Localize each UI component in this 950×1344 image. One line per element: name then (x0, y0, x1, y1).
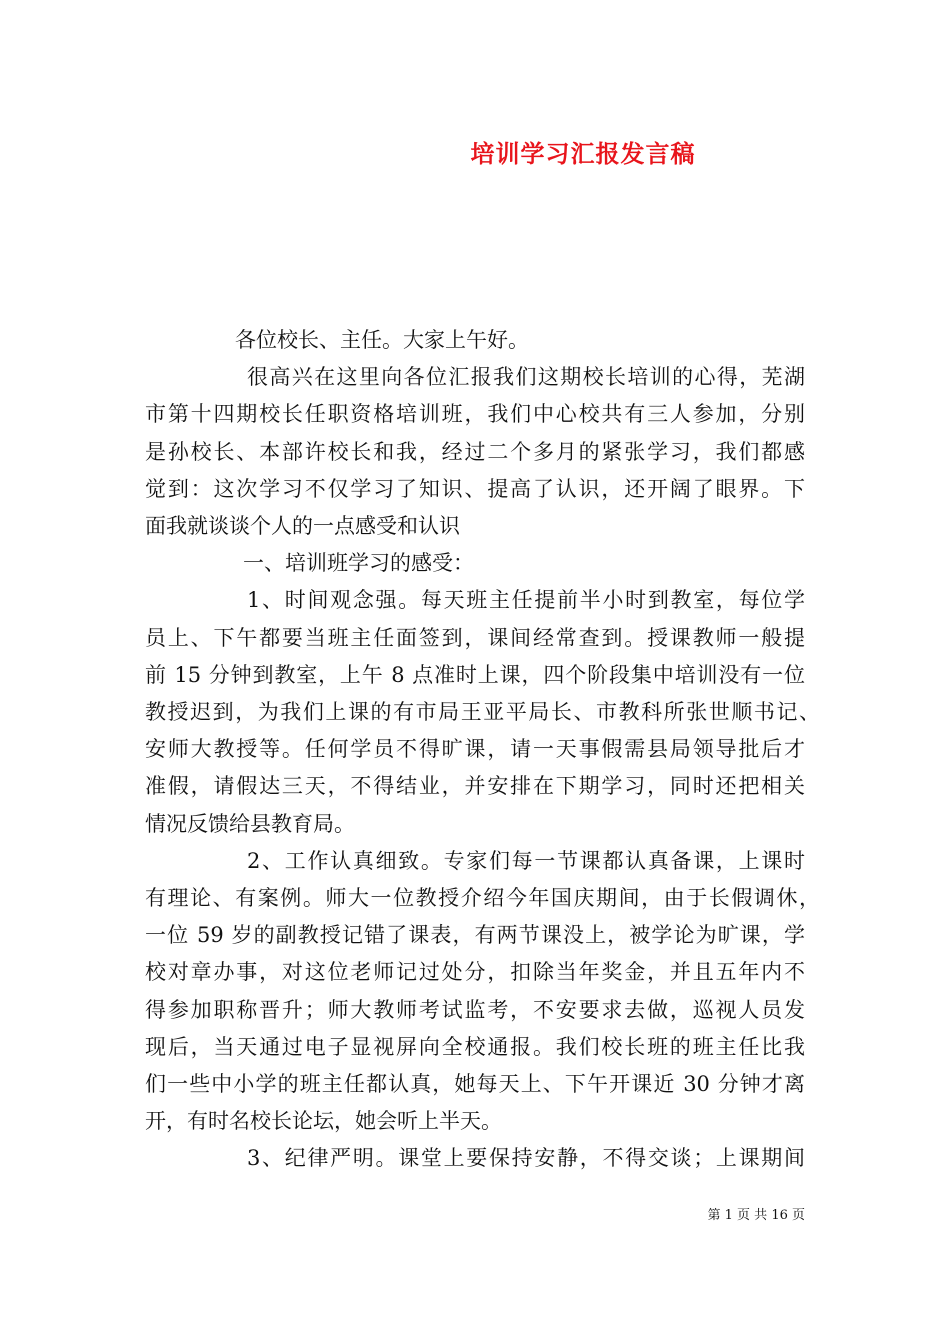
text-line: 各位校长、主任。大家上午好。 (235, 328, 529, 352)
text-line: 们一些中小学的班主任都认真，她每天上、下午开课近 30 分钟才离 (145, 1072, 805, 1096)
text-line: 1、时间观念强。每天班主任提前半小时到教室，每位学 (247, 588, 805, 613)
page-number-footer: 第 1 页 共 16 页 (707, 1208, 805, 1223)
text-line: 得参加职称晋升；师大教师考试监考，不安要求去做，巡视人员发 (145, 997, 805, 1022)
text-line: 准假，请假达三天，不得结业，并安排在下期学习，同时还把相关 (145, 774, 805, 799)
text-line: 开，有时名校长论坛，她会听上半天。 (145, 1109, 502, 1134)
text-line: 教授迟到，为我们上课的有市局王亚平局长、市教科所张世顺书记、 (145, 700, 820, 724)
text-line: 情况反馈给县教育局。 (145, 811, 355, 836)
text-line: 校对章办事，对这位老师记过处分，扣除当年奖金，并且五年内不 (145, 960, 805, 985)
text-line: 一位 59 岁的副教授记错了课表，有两节课没上，被学论为旷课，学 (145, 923, 805, 948)
text-line: 3、纪律严明。课堂上要保持安静，不得交谈；上课期间 (247, 1146, 805, 1171)
text-line: 一、培训班学习的感受： (243, 551, 474, 576)
text-line: 面我就谈谈个人的一点感受和认识 (145, 514, 460, 538)
text-line: 很高兴在这里向各位汇报我们这期校长培训的心得，芜湖 (247, 365, 805, 390)
text-line: 现后，当天通过电子显视屏向全校通报。我们校长班的班主任比我 (145, 1034, 805, 1059)
text-line: 员上、下午都要当班主任面签到，课间经常查到。授课教师一般提 (145, 625, 805, 650)
text-line: 是孙校长、本部许校长和我，经过二个多月的紧张学习，我们都感 (145, 439, 805, 464)
text-line: 市第十四期校长任职资格培训班，我们中心校共有三人参加，分别 (145, 402, 805, 427)
text-line: 前 15 分钟到教室，上午 8 点准时上课，四个阶段集中培训没有一位 (145, 662, 805, 687)
document-title: 培训学习汇报发言稿 (470, 139, 696, 168)
text-line: 安师大教授等。任何学员不得旷课，请一天事假需县局领导批后才 (145, 737, 805, 762)
text-line: 有理论、有案例。师大一位教授介绍今年国庆期间，由于长假调休， (145, 886, 820, 910)
text-line: 2、工作认真细致。专家们每一节课都认真备课，上课时 (247, 848, 805, 873)
text-line: 觉到：这次学习不仅学习了知识、提高了认识，还开阔了眼界。下 (145, 476, 805, 501)
